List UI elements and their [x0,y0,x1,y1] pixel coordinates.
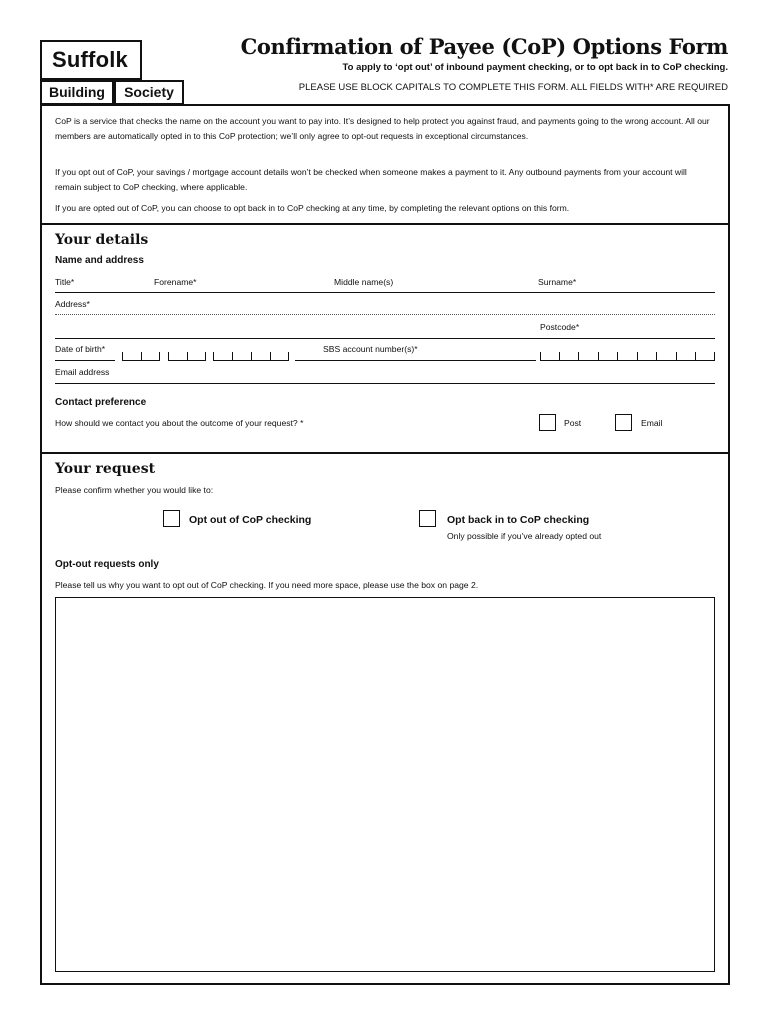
logo-society: Society [114,80,184,105]
address-postcode-field[interactable] [55,338,715,339]
your-details-heading: Your details [55,232,149,248]
forename-label: Forename* [154,277,197,287]
opt-in-note: Only possible if you’ve already opted out [447,531,602,541]
email-field[interactable] [55,383,715,384]
form-title: Confirmation of Payee (CoP) Options Form [240,34,728,59]
contact-preference-heading: Contact preference [55,397,147,408]
logo-building: Building [40,80,114,105]
postcode-label: Postcode* [540,322,580,332]
form-subtitle: To apply to ‘opt out’ of inbound payment checking, or to opt back in to CoP checking. [342,62,728,73]
section-divider [40,452,730,454]
address-field[interactable] [55,314,715,315]
intro-paragraph-3: If you are opted out of CoP, you can choose to opt back in to CoP checking at any time, by completing the relevant options on this form. [55,203,570,213]
name-field[interactable] [55,292,715,293]
address-label: Address* [55,299,90,309]
opt-in-label: Opt back in to CoP checking [447,514,590,526]
dob-year-field[interactable] [213,351,289,361]
email-label: Email address [55,367,110,377]
surname-label: Surname* [538,277,577,287]
optout-requests-heading: Opt-out requests only [55,559,159,570]
opt-out-checkbox[interactable] [163,510,180,527]
your-request-heading: Your request [55,461,156,477]
email-checkbox[interactable] [615,414,632,431]
name-address-heading: Name and address [55,255,144,266]
middle-name-label: Middle name(s) [334,277,394,287]
account-number-field[interactable] [540,351,715,361]
request-prompt: Please confirm whether you would like to: [55,485,214,495]
post-checkbox[interactable] [539,414,556,431]
opt-in-checkbox[interactable] [419,510,436,527]
optout-reason-textarea[interactable] [55,597,715,972]
post-label: Post [564,418,582,428]
intro-paragraph-2: If you opt out of CoP, your savings / mortgage account details won’t be checked when someone makes a payment to it. Any outbound payments from your account will remain subject to CoP checking, where applicable. [55,167,687,192]
opt-out-label: Opt out of CoP checking [189,514,312,526]
dob-month-field[interactable] [168,351,206,361]
title-label: Title* [55,277,75,287]
dob-label: Date of birth* [55,344,106,354]
section-divider [40,223,730,225]
intro-paragraph-1: CoP is a service that checks the name on the account you want to pay into. It’s designed to help protect you against fraud, and payments going to the wrong account. All our members are automatically opted in to this CoP protection; we’ll only agree to opt-out requests in exceptional circumstances. [55,116,710,141]
account-number-label: SBS account number(s)* [323,344,418,354]
required-notice: PLEASE USE BLOCK CAPITALS TO COMPLETE THIS FORM. ALL FIELDS WITH* ARE REQUIRED [298,82,728,93]
logo-suffolk: Suffolk [40,40,142,80]
email-option-label: Email [641,418,663,428]
dob-day-field[interactable] [122,351,160,361]
contact-question: How should we contact you about the outcome of your request? * [55,418,304,428]
optout-reason-prompt: Please tell us why you want to opt out of CoP checking. If you need more space, please use the box on page 2. [55,580,479,590]
